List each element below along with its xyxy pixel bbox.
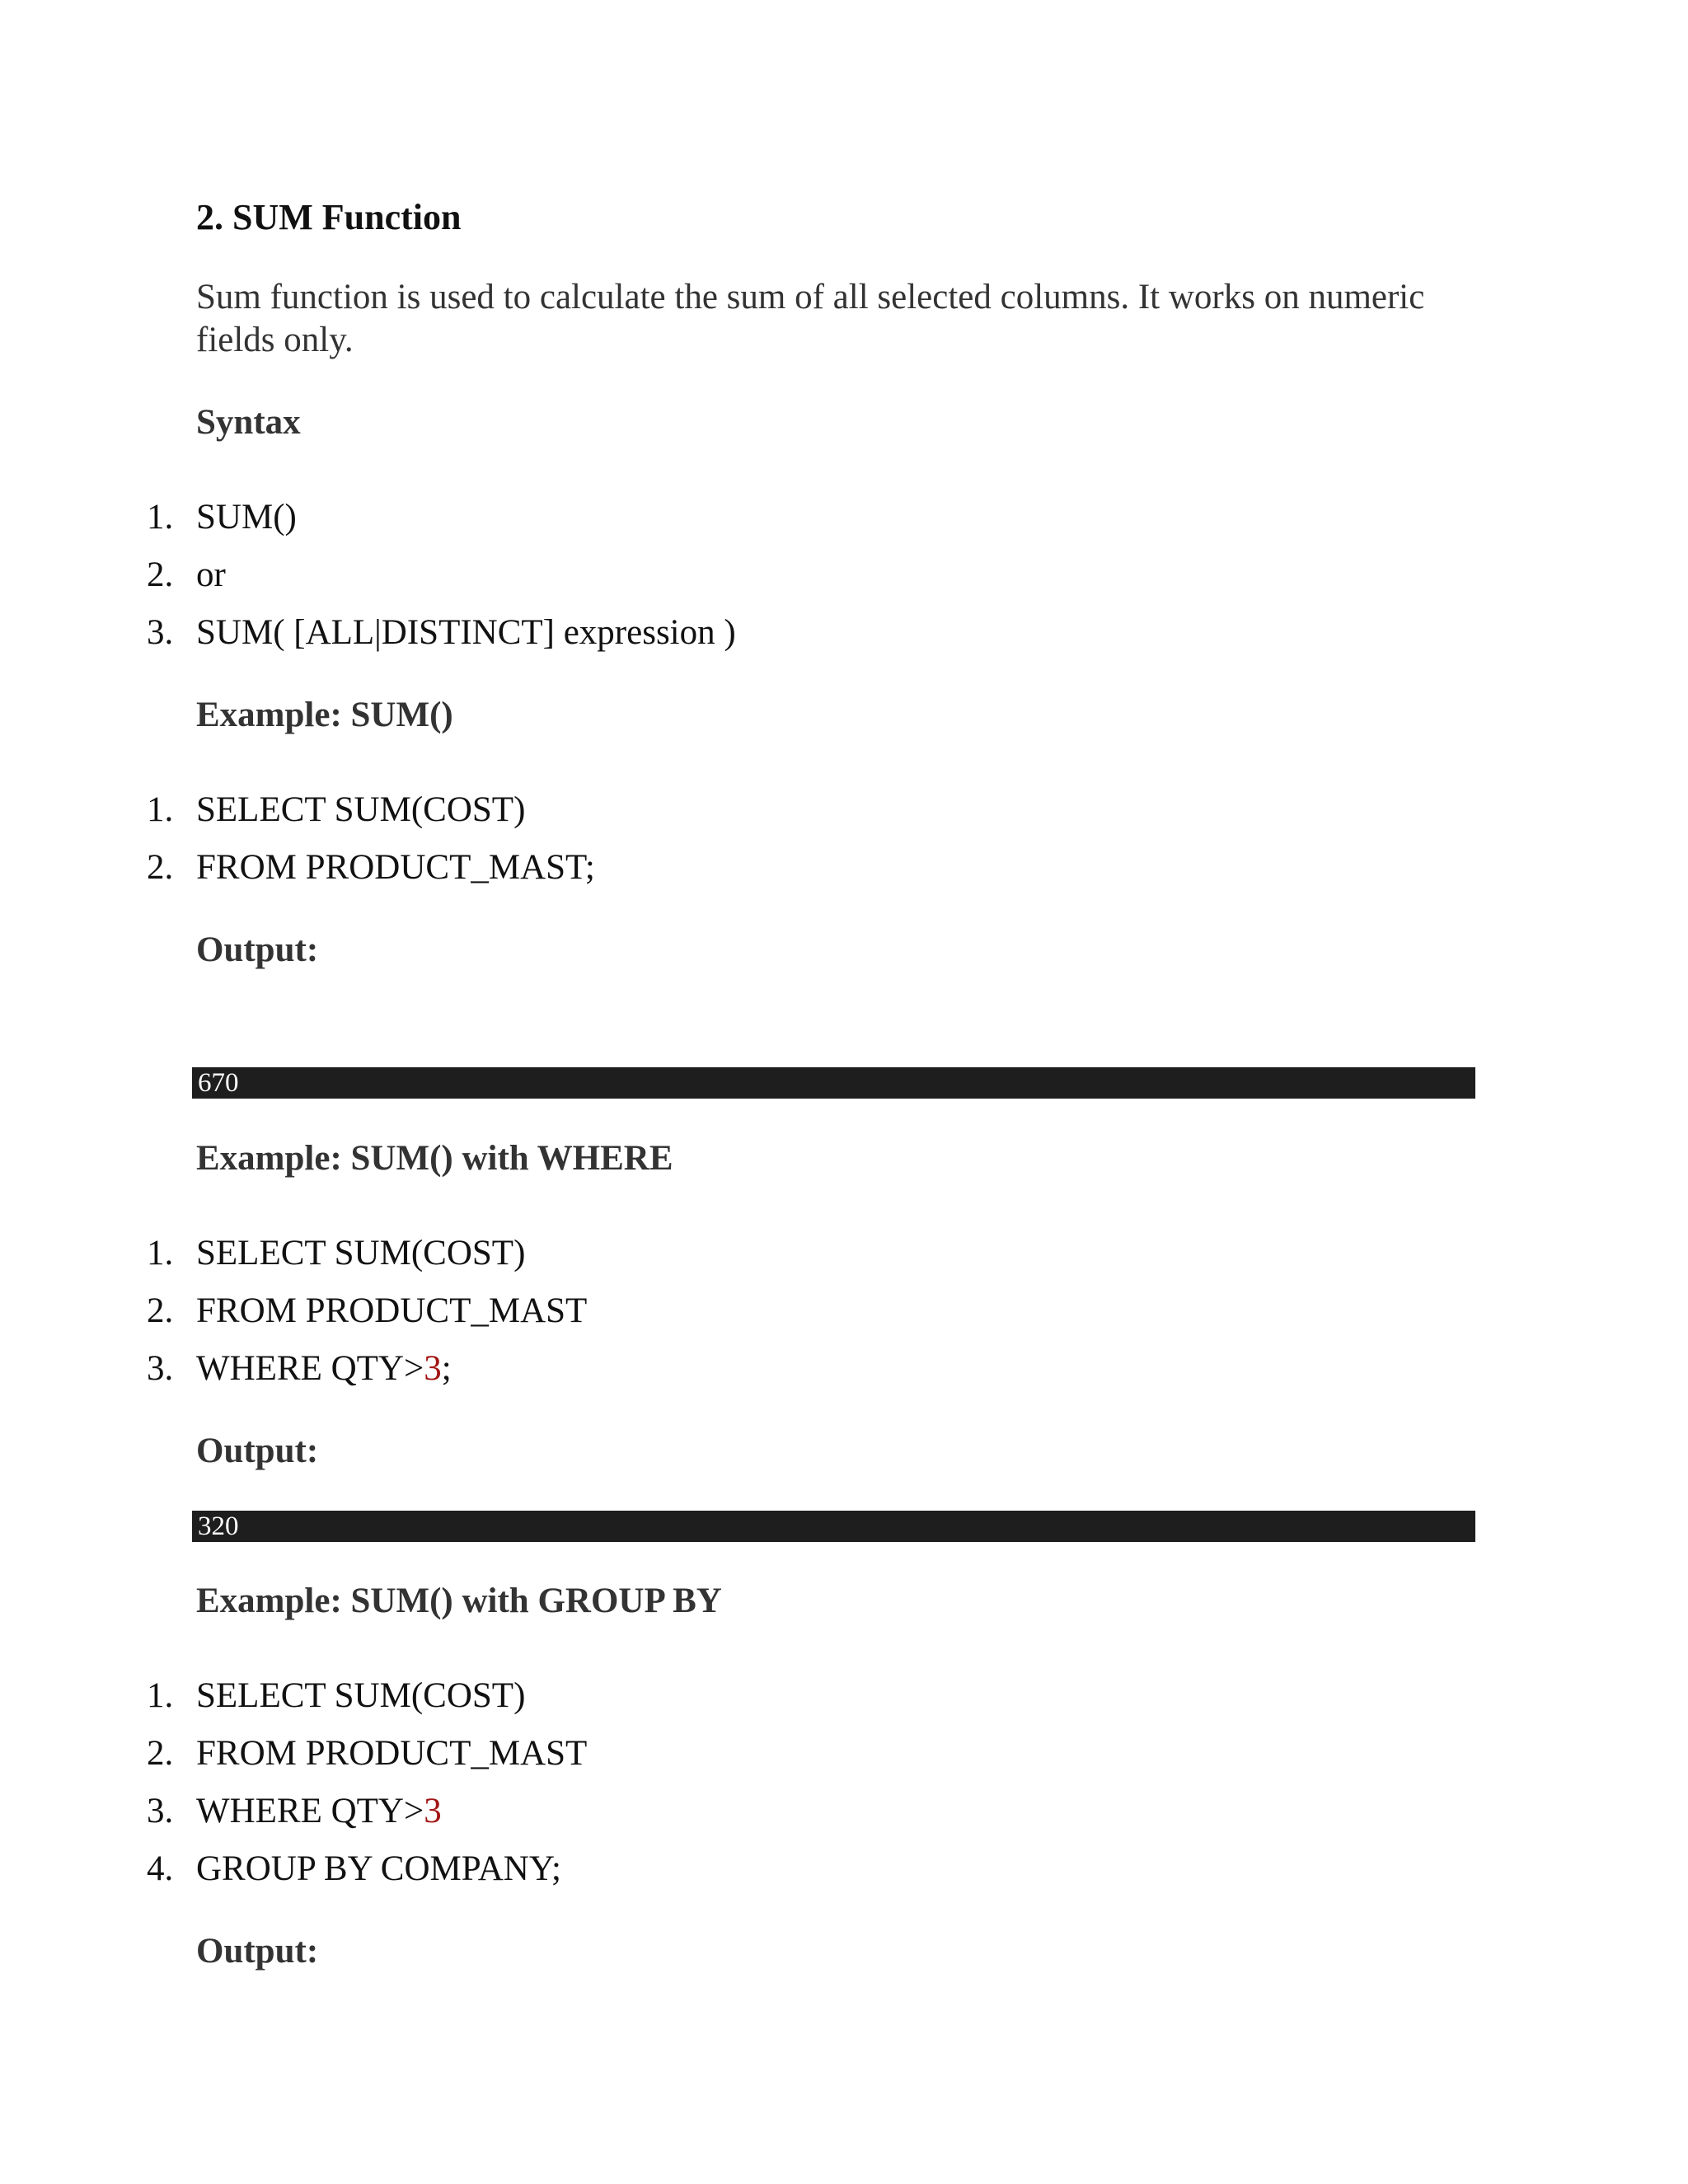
code-text-suffix: ; — [441, 1349, 452, 1388]
line-number: 1. — [147, 1234, 174, 1272]
code-text: SUM() — [196, 498, 297, 537]
code-text: SUM( [ALL|DISTINCT] expression ) — [196, 613, 736, 652]
line-number: 3. — [147, 1349, 174, 1388]
code-text: WHERE QTY> — [196, 1349, 424, 1388]
number-literal: 3 — [424, 1349, 442, 1388]
example2-output-label: Output: — [196, 1432, 319, 1470]
line-number: 3. — [147, 613, 174, 652]
example1-line-2 — [147, 847, 595, 888]
syntax-line-1 — [147, 497, 297, 537]
example2-line-2 — [147, 1291, 587, 1331]
example2-output-bar: 320 — [192, 1511, 1475, 1542]
example1-line-1 — [147, 790, 525, 830]
code-text: SELECT SUM(COST) — [196, 790, 526, 829]
code-text: FROM PRODUCT_MAST; — [196, 848, 595, 887]
example2-line-3 — [147, 1348, 452, 1389]
example2-label: Example: SUM() with WHERE — [196, 1139, 673, 1178]
code-text: GROUP BY COMPANY; — [196, 1849, 561, 1888]
section-heading: 2. SUM Function — [196, 197, 462, 237]
number-literal: 3 — [424, 1792, 442, 1830]
example1-output-bar: 670 — [192, 1067, 1475, 1099]
line-number: 4. — [147, 1849, 174, 1888]
syntax-line-3 — [147, 612, 736, 653]
code-text: SELECT SUM(COST) — [196, 1676, 526, 1715]
example3-line-3 — [147, 1791, 442, 1831]
intro-paragraph: Sum function is used to calculate the sum of all selected columns. It works on numeric fields only. — [196, 278, 1425, 359]
example1-label: Example: SUM() — [196, 696, 453, 734]
syntax-label: Syntax — [196, 403, 301, 442]
example3-output-label: Output: — [196, 1932, 319, 1971]
line-number: 1. — [147, 1676, 174, 1715]
syntax-line-2 — [147, 555, 226, 595]
code-text: FROM PRODUCT_MAST — [196, 1734, 588, 1773]
example3-line-2 — [147, 1733, 587, 1774]
example3-line-4 — [147, 1849, 561, 1889]
line-number: 2. — [147, 848, 174, 887]
line-number: 1. — [147, 498, 174, 537]
example3-label: Example: SUM() with GROUP BY — [196, 1582, 722, 1620]
line-number: 1. — [147, 790, 174, 829]
code-text: FROM PRODUCT_MAST — [196, 1291, 588, 1330]
code-text: WHERE QTY> — [196, 1792, 424, 1830]
code-text: SELECT SUM(COST) — [196, 1234, 526, 1272]
line-number: 2. — [147, 555, 174, 594]
code-text: or — [196, 555, 226, 594]
example3-line-1 — [147, 1675, 525, 1716]
line-number: 3. — [147, 1792, 174, 1830]
line-number: 2. — [147, 1291, 174, 1330]
example2-line-1 — [147, 1233, 525, 1273]
example1-output-label: Output: — [196, 930, 319, 969]
line-number: 2. — [147, 1734, 174, 1773]
